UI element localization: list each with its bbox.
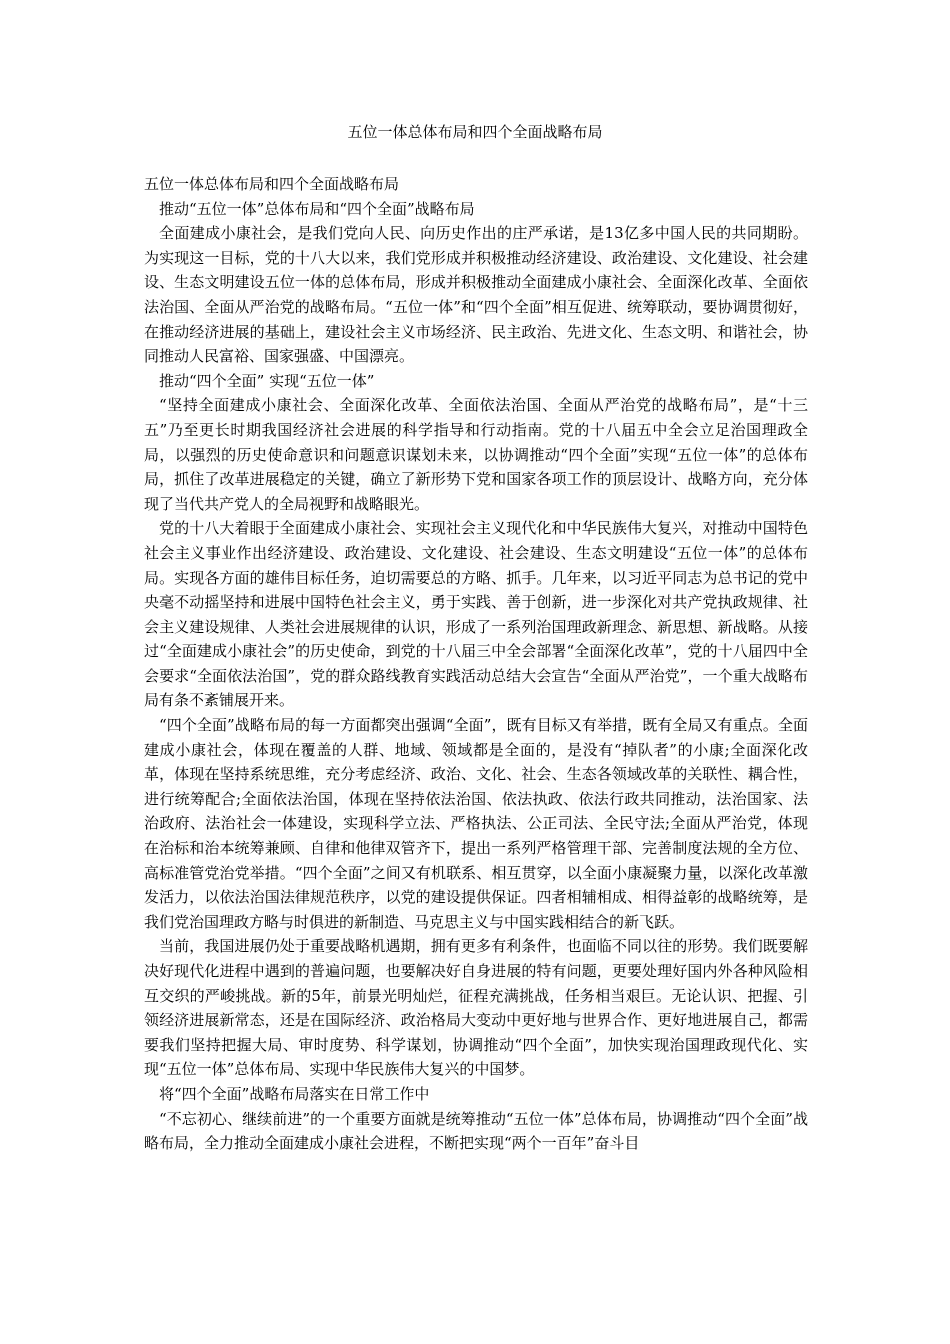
document-title: 五位一体总体布局和四个全面战略布局: [347, 123, 603, 141]
body-paragraph: 党的十八大着眼于全面建成小康社会、实现社会主义现代化和中华民族伟大复兴，对推动中国特色社会主义事业作出经济建设、政治建设、文化建设、社会建设、生态文明建设“五位一体”的总体布局。实现各方面的雄伟目标任务，迫切需要总的方略、抓手。几年来，以习近平同志为总书记的党中央毫不动摇坚持和进展中国特色社会主义，勇于实践、善于创新，进一步深化对共产党执政规律、社会主义建设规律、人类社会进展规律的认识，形成了一系列治国理政新理念、新思想、新战略。从接过“全面建成小康社会”的历史使命，到党的十八届三中全会部署“全面深化改革”，党的十八届四中全会要求“全面依法治国”，党的群众路线教育实践活动总结大会宣告“全面从严治党”，一个重大战略布局有条不紊铺展开来。: [144, 519, 808, 710]
body-paragraph: “坚持全面建成小康社会、全面深化改革、全面依法治国、全面从严治党的战略布局”，是“十三五”乃至更长时期我国经济社会进展的科学指导和行动指南。党的十八届五中全会立足治国理政全局，以强烈的历史使命意识和问题意识谋划未来，以协调推动“四个全面”实现“五位一体”的总体布局，抓住了改革进展稳定的关键，确立了新形势下党和国家各项工作的顶层设计、战略方向，充分体现了当代共产党人的全局视野和战略眼光。: [144, 396, 808, 513]
body-paragraph: 当前，我国进展仍处于重要战略机遇期，拥有更多有利条件，也面临不同以往的形势。我们既要解决好现代化进程中遇到的普遍问题，也要解决好自身进展的特有问题，更要处理好国内外各种风险相互交织的严峻挑战。新的5年，前景光明灿烂，征程充满挑战，任务相当艰巨。无论认识、把握、引领经济进展新常态，还是在国际经济、政治格局大变动中更好地与世界合作、更好地进展自己，都需要我们坚持把握大局、审时度势、科学谋划，协调推动“四个全面”，加快实现治国理政现代化、实现“五位一体”总体布局、实现中华民族伟大复兴的中国梦。: [144, 937, 808, 1079]
body-paragraph: 全面建成小康社会，是我们党向人民、向历史作出的庄严承诺，是13亿多中国人民的共同期盼。为实现这一目标，党的十八大以来，我们党形成并积极推动经济建设、政治建设、文化建设、社会建设、生态文明建设五位一体的总体布局，形成并积极推动全面建成小康社会、全面深化改革、全面依法治国、全面从严治党的战略布局。“五位一体”和“四个全面”相互促进、统筹联动，要协调贯彻好，在推动经济进展的基础上，建设社会主义市场经济、民主政治、先进文化、生态文明、和谐社会，协同推动人民富裕、国家强盛、中国漂亮。: [144, 224, 808, 366]
section-heading: 将“四个全面”战略布局落实在日常工作中: [159, 1084, 430, 1103]
body-paragraph: “四个全面”战略布局的每一方面都突出强调“全面”，既有目标又有举措，既有全局又有重点。全面建成小康社会，体现在覆盖的人群、地域、领域都是全面的，是没有“掉队者”的小康;全面深化改革，体现在坚持系统思维，充分考虑经济、政治、文化、社会、生态各领域改革的关联性、耦合性，进行统筹配合;全面依法治国，体现在坚持依法治国、依法执政、依法行政共同推动，法治国家、法治政府、法治社会一体建设，实现科学立法、严格执法、公正司法、全民守法;全面从严治党，体现在治标和治本统筹兼顾、自律和他律双管齐下，提出一系列严格管理干部、完善制度法规的全方位、高标准管党治党举措。“四个全面”之间又有机联系、相互贯穿，以全面小康凝聚力量，以深化改革激发活力，以依法治国法律规范秩序，以党的建设提供保证。四者相辅相成、相得益彰的战略统筹，是我们党治国理政方略与时俱进的新制造、马克思主义与中国实践相结合的新飞跃。: [144, 716, 808, 931]
heading-repeat: 五位一体总体布局和四个全面战略布局: [144, 175, 400, 193]
body-paragraph: “不忘初心、继续前进”的一个重要方面就是统筹推动“五位一体”总体布局，协调推动“四个全面”战略布局，全力推动全面建成小康社会进程，不断把实现“两个一百年”奋斗目: [144, 1109, 808, 1153]
section-heading: 推动“四个全面” 实现“五位一体”: [159, 371, 375, 390]
section-heading: 推动“五位一体”总体布局和“四个全面”战略布局: [159, 199, 475, 218]
document-body: [144, 172, 808, 1156]
